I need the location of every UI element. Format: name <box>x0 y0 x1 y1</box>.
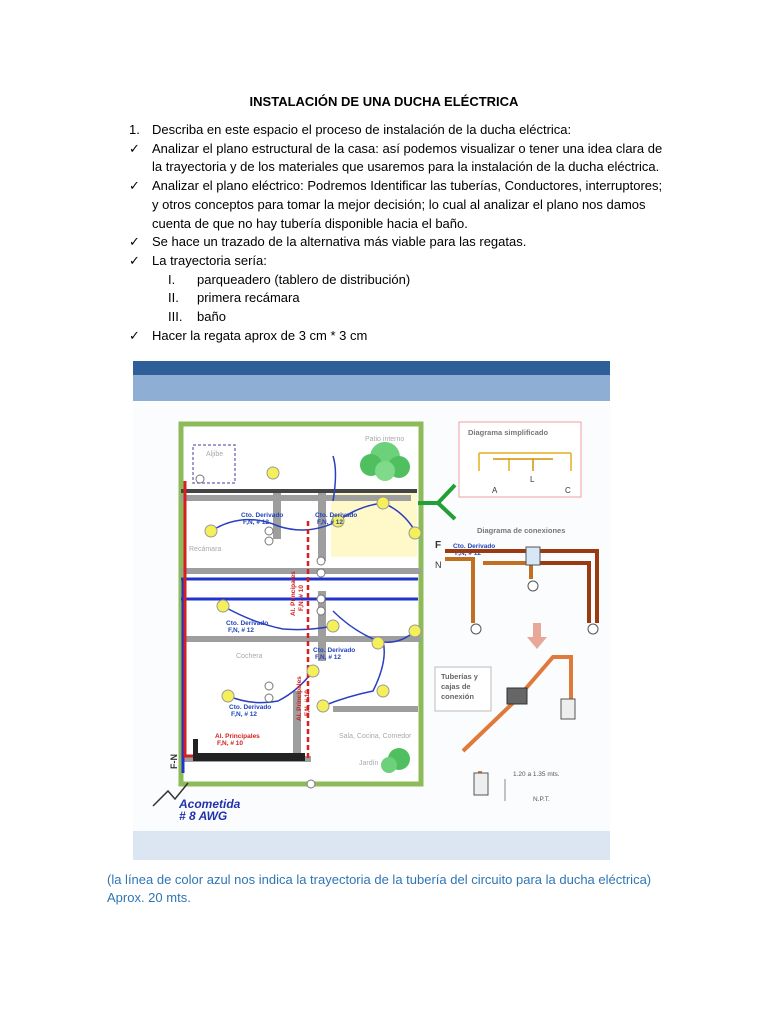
list-item <box>129 121 669 140</box>
step-text: Se hace un trazado de la alternativa más viable para las regatas. <box>152 234 527 250</box>
room-label-sala: Sala, Cocina, Comedor <box>339 733 412 740</box>
svg-text:Cto. Derivado: Cto. Derivado <box>313 647 356 654</box>
route-text: primera recámara <box>197 290 300 306</box>
simplified-diagram-title: Diagrama simplificado <box>468 428 549 437</box>
svg-text:F,N, # 12: F,N, # 12 <box>228 627 255 634</box>
instructions-list <box>129 121 669 345</box>
pipes-title-line: Tuberías y <box>441 672 478 681</box>
caption-line: (la línea de color azul nos indica la trayectoria de la tubería del circuito para la ducha eléctrica) <box>107 872 652 887</box>
floor-plan-diagram <box>133 361 610 831</box>
junction-box-3d <box>507 688 527 704</box>
svg-text:Cto. Derivado: Cto. Derivado <box>315 512 358 519</box>
route-item <box>129 271 669 290</box>
node-l-label: L <box>530 475 535 484</box>
svg-text:Cto. Derivado: Cto. Derivado <box>241 512 284 519</box>
bulb-icon <box>528 581 538 591</box>
down-arrow-icon <box>527 623 547 649</box>
svg-text:F,N, # 10: F,N, # 10 <box>304 689 311 716</box>
document-title: INSTALACIÓN DE UNA DUCHA ELÉCTRICA <box>249 94 519 109</box>
roman-numeral: I. <box>168 271 176 287</box>
acometida-wire-label: # 8 AWG <box>179 809 228 823</box>
room-label-recamara: Recámara <box>189 546 222 553</box>
svg-text:Al. Principales: Al. Principales <box>215 733 260 740</box>
junction-box <box>526 547 540 565</box>
list-item <box>129 140 669 177</box>
list-item <box>129 233 669 252</box>
switch-box <box>561 699 575 719</box>
svg-text:F,N, # 10: F,N, # 10 <box>298 584 305 611</box>
route-item <box>129 289 669 308</box>
meter-box <box>193 739 198 761</box>
step-text: Analizar el plano eléctrico: Podremos Identificar las tuberías, Conductores, interruptores; y otros conceptos para tomar la mejor decisión; lo cual al analizar el plano nos damos cuenta de que no hay tubería disponible hacia el baño. <box>152 178 663 231</box>
pipes-title-line: cajas de <box>441 682 471 691</box>
roman-numeral: II. <box>168 290 179 306</box>
step-text: La trayectoria sería: <box>152 252 267 268</box>
switch-icon <box>471 624 481 634</box>
list-item <box>129 252 669 271</box>
distribution-panel <box>195 753 305 761</box>
svg-text:F,N, # 12: F,N, # 12 <box>243 519 270 526</box>
list-item <box>129 327 669 346</box>
phase-label: F <box>435 540 442 551</box>
route-item <box>129 308 669 327</box>
check-icon: ✓ <box>129 140 140 156</box>
step-text: Describa en este espacio el proceso de instalación de la ducha eléctrica: <box>152 122 572 137</box>
fn-label: F-N <box>169 754 179 769</box>
connections-diagram-title: Diagrama de conexiones <box>477 526 566 535</box>
acometida-label: Acometida <box>179 797 241 811</box>
connection-circuit-label: Cto. Derivado <box>453 543 496 550</box>
svg-text:Cto. Derivado: Cto. Derivado <box>229 704 272 711</box>
electrical-plan-figure <box>133 361 610 860</box>
svg-text:Cto. Derivado: Cto. Derivado <box>226 620 269 627</box>
room-label-patio: Patio interno <box>365 436 405 443</box>
connection-wire-label: F,N, # 12 <box>455 550 482 557</box>
svg-text:F,N, # 10: F,N, # 10 <box>217 740 244 747</box>
check-icon: ✓ <box>129 178 140 194</box>
figure-footer-band <box>133 831 610 860</box>
pipes-title-line: conexión <box>441 692 474 701</box>
route-text: parqueadero (tablero de distribución) <box>197 271 411 287</box>
node-c-label: C <box>565 486 571 495</box>
step-text: Hacer la regata aprox de 3 cm * 3 cm <box>152 327 368 343</box>
top-wall-dark <box>181 489 417 493</box>
switch-icon <box>588 624 598 634</box>
figure-caption <box>107 871 667 907</box>
svg-text:Al. Principales: Al. Principales <box>290 571 297 616</box>
svg-text:F,N, # 12: F,N, # 12 <box>231 711 258 718</box>
step-text: Analizar el plano estructural de la casa: así podemos visualizar o tener una idea clara de la trayectoria y de los materiales que usaremos para la instalación de la ducha eléctrica. <box>152 140 663 175</box>
arrow-icon <box>418 485 455 519</box>
svg-text:F,N, # 12: F,N, # 12 <box>317 519 344 526</box>
height-note: 1.20 a 1.35 mts. <box>513 771 560 778</box>
check-icon: ✓ <box>129 234 140 250</box>
route-text: baño <box>197 309 226 325</box>
caption-line: Aprox. 20 mts. <box>107 890 191 905</box>
check-icon: ✓ <box>129 327 140 343</box>
room-label-jardin: Jardín <box>359 760 379 767</box>
step-number: 1. <box>129 122 140 137</box>
connection-wires <box>445 551 597 623</box>
check-icon: ✓ <box>129 252 140 268</box>
outlet-box <box>474 773 488 795</box>
svg-text:F,N, # 12: F,N, # 12 <box>315 654 342 661</box>
room-label-aljibe: Aljibe <box>206 451 224 458</box>
svg-text:Al. Principales: Al. Principales <box>296 676 303 721</box>
node-a-label: A <box>492 486 498 495</box>
list-item <box>129 177 669 233</box>
npt-label: N.P.T. <box>533 796 550 803</box>
room-label-cochera: Cochera <box>236 653 263 660</box>
roman-numeral: III. <box>168 309 183 325</box>
neutral-label: N <box>435 560 442 570</box>
